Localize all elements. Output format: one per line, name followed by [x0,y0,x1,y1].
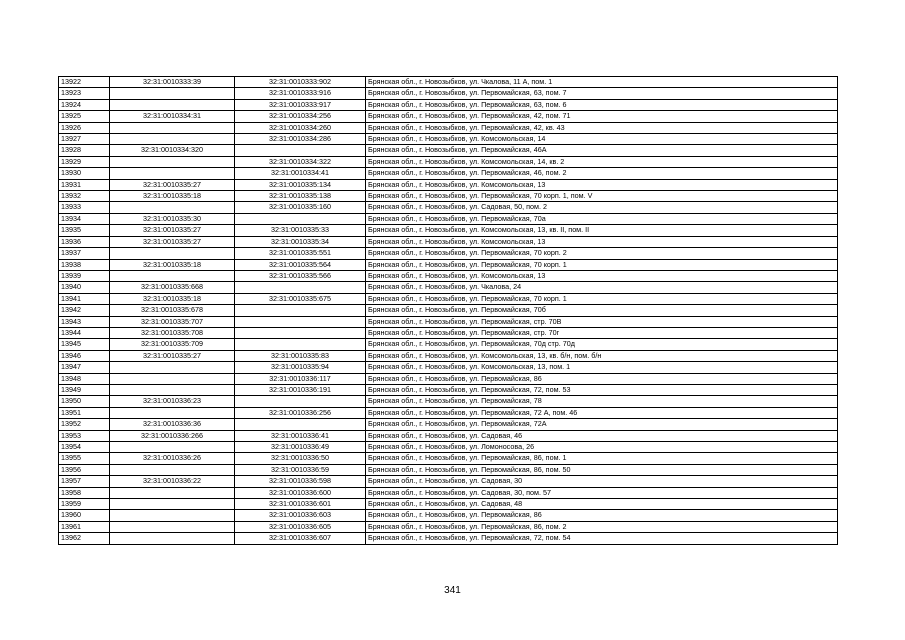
row-number-cell: 13960 [59,510,110,521]
parcel-number-cell [110,202,235,213]
table-row [59,464,838,475]
address-cell: Брянская обл., г. Новозыбков, ул. Первомайская, 70 корп. 2 [366,248,838,259]
table-row [59,282,838,293]
object-number-cell: 32:31:0010335:566 [235,270,366,281]
table-row [59,270,838,281]
row-number-cell: 13956 [59,464,110,475]
object-number-cell: 32:31:0010336:117 [235,373,366,384]
row-number-cell: 13942 [59,305,110,316]
parcel-number-cell [110,134,235,145]
row-number-cell: 13928 [59,145,110,156]
parcel-number-cell: 32:31:0010335:27 [110,225,235,236]
row-number-cell: 13944 [59,327,110,338]
object-number-cell: 32:31:0010336:256 [235,407,366,418]
object-number-cell: 32:31:0010336:191 [235,384,366,395]
address-cell: Брянская обл., г. Новозыбков, ул. Первомайская, 42, пом. 71 [366,111,838,122]
parcel-number-cell: 32:31:0010335:709 [110,339,235,350]
address-cell: Брянская обл., г. Новозыбков, ул. Комсомольская, 13, кв. б/н, пом. б/н [366,350,838,361]
row-number-cell: 13954 [59,442,110,453]
address-cell: Брянская обл., г. Новозыбков, ул. Первомайская, 70а [366,213,838,224]
row-number-cell: 13939 [59,270,110,281]
parcel-number-cell: 32:31:0010335:27 [110,350,235,361]
table-row [59,510,838,521]
row-number-cell: 13958 [59,487,110,498]
table-row [59,419,838,430]
address-cell: Брянская обл., г. Новозыбков, ул. Первомайская, 86, пом. 1 [366,453,838,464]
table-row [59,259,838,270]
address-cell: Брянская обл., г. Новозыбков, ул. Первомайская, 72, пом. 53 [366,384,838,395]
object-number-cell: 32:31:0010336:50 [235,453,366,464]
parcel-number-cell [110,362,235,373]
registry-table [58,76,838,545]
address-cell: Брянская обл., г. Новозыбков, ул. Первомайская, 70 корп. 1 [366,259,838,270]
row-number-cell: 13931 [59,179,110,190]
registry-table-body [59,77,838,545]
table-row [59,487,838,498]
object-number-cell: 32:31:0010336:59 [235,464,366,475]
table-row [59,327,838,338]
object-number-cell: 32:31:0010333:917 [235,99,366,110]
object-number-cell: 32:31:0010333:916 [235,88,366,99]
address-cell: Брянская обл., г. Новозыбков, ул. Комсомольская, 13 [366,236,838,247]
object-number-cell: 32:31:0010333:902 [235,77,366,88]
parcel-number-cell: 32:31:0010335:27 [110,236,235,247]
table-row [59,145,838,156]
table-row [59,293,838,304]
parcel-number-cell [110,99,235,110]
row-number-cell: 13953 [59,430,110,441]
parcel-number-cell: 32:31:0010336:36 [110,419,235,430]
parcel-number-cell: 32:31:0010336:26 [110,453,235,464]
object-number-cell: 32:31:0010336:49 [235,442,366,453]
parcel-number-cell: 32:31:0010334:31 [110,111,235,122]
row-number-cell: 13923 [59,88,110,99]
table-row [59,339,838,350]
address-cell: Брянская обл., г. Новозыбков, ул. Первомайская, 86, пом. 2 [366,521,838,532]
parcel-number-cell [110,510,235,521]
table-row [59,88,838,99]
object-number-cell: 32:31:0010335:564 [235,259,366,270]
row-number-cell: 13934 [59,213,110,224]
address-cell: Брянская обл., г. Новозыбков, ул. Первомайская, 72, пом. 54 [366,533,838,544]
object-number-cell: 32:31:0010334:260 [235,122,366,133]
parcel-number-cell [110,248,235,259]
row-number-cell: 13961 [59,521,110,532]
table-row [59,213,838,224]
row-number-cell: 13959 [59,499,110,510]
table-row [59,134,838,145]
table-row [59,442,838,453]
object-number-cell: 32:31:0010335:675 [235,293,366,304]
table-row [59,168,838,179]
address-cell: Брянская обл., г. Новозыбков, ул. Чкалова, 24 [366,282,838,293]
parcel-number-cell [110,156,235,167]
parcel-number-cell: 32:31:0010334:320 [110,145,235,156]
address-cell: Брянская обл., г. Новозыбков, ул. Первомайская, 42, кв. 43 [366,122,838,133]
object-number-cell: 32:31:0010335:33 [235,225,366,236]
row-number-cell: 13947 [59,362,110,373]
table-row [59,99,838,110]
parcel-number-cell [110,88,235,99]
table-row [59,191,838,202]
table-row [59,476,838,487]
row-number-cell: 13925 [59,111,110,122]
address-cell: Брянская обл., г. Новозыбков, ул. Садовая, 50, пом. 2 [366,202,838,213]
address-cell: Брянская обл., г. Новозыбков, ул. Первомайская, 72 А, пом. 46 [366,407,838,418]
address-cell: Брянская обл., г. Новозыбков, ул. Первомайская, 70б [366,305,838,316]
row-number-cell: 13937 [59,248,110,259]
address-cell: Брянская обл., г. Новозыбков, ул. Ломоносова, 26 [366,442,838,453]
table-row [59,350,838,361]
object-number-cell: 32:31:0010335:134 [235,179,366,190]
address-cell: Брянская обл., г. Новозыбков, ул. Первомайская, 46, пом. 2 [366,168,838,179]
parcel-number-cell [110,521,235,532]
parcel-number-cell [110,122,235,133]
parcel-number-cell [110,442,235,453]
address-cell: Брянская обл., г. Новозыбков, ул. Первомайская, 63, пом. 7 [366,88,838,99]
row-number-cell: 13922 [59,77,110,88]
row-number-cell: 13926 [59,122,110,133]
row-number-cell: 13936 [59,236,110,247]
row-number-cell: 13932 [59,191,110,202]
parcel-number-cell [110,499,235,510]
object-number-cell: 32:31:0010336:607 [235,533,366,544]
row-number-cell: 13955 [59,453,110,464]
object-number-cell: 32:31:0010336:603 [235,510,366,521]
object-number-cell [235,419,366,430]
row-number-cell: 13927 [59,134,110,145]
row-number-cell: 13943 [59,316,110,327]
table-row [59,396,838,407]
address-cell: Брянская обл., г. Новозыбков, ул. Первомайская, 63, пом. 6 [366,99,838,110]
parcel-number-cell: 32:31:0010336:22 [110,476,235,487]
row-number-cell: 13938 [59,259,110,270]
address-cell: Брянская обл., г. Новозыбков, ул. Садовая, 48 [366,499,838,510]
address-cell: Брянская обл., г. Новозыбков, ул. Первомайская, 46А [366,145,838,156]
address-cell: Брянская обл., г. Новозыбков, ул. Чкалова, 11 А, пом. 1 [366,77,838,88]
row-number-cell: 13941 [59,293,110,304]
address-cell: Брянская обл., г. Новозыбков, ул. Комсомольская, 14 [366,134,838,145]
object-number-cell [235,396,366,407]
table-row [59,521,838,532]
row-number-cell: 13933 [59,202,110,213]
row-number-cell: 13930 [59,168,110,179]
table-row [59,499,838,510]
table-row [59,156,838,167]
table-row [59,248,838,259]
table-row [59,384,838,395]
address-cell: Брянская обл., г. Новозыбков, ул. Комсомольская, 13, кв. II, пом. II [366,225,838,236]
object-number-cell: 32:31:0010334:256 [235,111,366,122]
parcel-number-cell: 32:31:0010335:708 [110,327,235,338]
table-row [59,202,838,213]
object-number-cell: 32:31:0010335:83 [235,350,366,361]
parcel-number-cell [110,373,235,384]
object-number-cell: 32:31:0010336:605 [235,521,366,532]
row-number-cell: 13945 [59,339,110,350]
parcel-number-cell: 32:31:0010335:668 [110,282,235,293]
row-number-cell: 13957 [59,476,110,487]
table-row [59,316,838,327]
row-number-cell: 13924 [59,99,110,110]
address-cell: Брянская обл., г. Новозыбков, ул. Комсомольская, 13 [366,270,838,281]
object-number-cell: 32:31:0010335:94 [235,362,366,373]
object-number-cell: 32:31:0010336:598 [235,476,366,487]
address-cell: Брянская обл., г. Новозыбков, ул. Первомайская, 86 [366,510,838,521]
object-number-cell [235,316,366,327]
address-cell: Брянская обл., г. Новозыбков, ул. Садовая, 30 [366,476,838,487]
address-cell: Брянская обл., г. Новозыбков, ул. Первомайская, 70 корп. 1, пом. V [366,191,838,202]
object-number-cell: 32:31:0010336:601 [235,499,366,510]
table-row [59,373,838,384]
object-number-cell: 32:31:0010336:41 [235,430,366,441]
parcel-number-cell: 32:31:0010335:18 [110,259,235,270]
address-cell: Брянская обл., г. Новозыбков, ул. Первомайская, стр. 70г [366,327,838,338]
row-number-cell: 13948 [59,373,110,384]
address-cell: Брянская обл., г. Новозыбков, ул. Первомайская, 86 [366,373,838,384]
parcel-number-cell: 32:31:0010336:266 [110,430,235,441]
page-number: 341 [444,585,461,596]
table-row [59,236,838,247]
object-number-cell: 32:31:0010336:600 [235,487,366,498]
table-row [59,453,838,464]
object-number-cell [235,145,366,156]
row-number-cell: 13950 [59,396,110,407]
address-cell: Брянская обл., г. Новозыбков, ул. Садовая, 30, пом. 57 [366,487,838,498]
row-number-cell: 13949 [59,384,110,395]
table-row [59,77,838,88]
parcel-number-cell [110,464,235,475]
parcel-number-cell: 32:31:0010336:23 [110,396,235,407]
parcel-number-cell [110,384,235,395]
table-row [59,407,838,418]
parcel-number-cell [110,270,235,281]
parcel-number-cell: 32:31:0010335:18 [110,191,235,202]
object-number-cell: 32:31:0010335:34 [235,236,366,247]
parcel-number-cell: 32:31:0010335:707 [110,316,235,327]
object-number-cell: 32:31:0010334:286 [235,134,366,145]
object-number-cell [235,339,366,350]
object-number-cell: 32:31:0010335:138 [235,191,366,202]
row-number-cell: 13935 [59,225,110,236]
address-cell: Брянская обл., г. Новозыбков, ул. Комсомольская, 13, пом. 1 [366,362,838,373]
object-number-cell [235,282,366,293]
table-row [59,362,838,373]
row-number-cell: 13946 [59,350,110,361]
address-cell: Брянская обл., г. Новозыбков, ул. Садовая, 46 [366,430,838,441]
address-cell: Брянская обл., г. Новозыбков, ул. Комсомольская, 14, кв. 2 [366,156,838,167]
address-cell: Брянская обл., г. Новозыбков, ул. Первомайская, 70 корп. 1 [366,293,838,304]
row-number-cell: 13929 [59,156,110,167]
object-number-cell: 32:31:0010334:322 [235,156,366,167]
parcel-number-cell [110,487,235,498]
address-cell: Брянская обл., г. Новозыбков, ул. Комсомольская, 13 [366,179,838,190]
address-cell: Брянская обл., г. Новозыбков, ул. Первомайская, 72А [366,419,838,430]
parcel-number-cell [110,533,235,544]
parcel-number-cell: 32:31:0010335:678 [110,305,235,316]
address-cell: Брянская обл., г. Новозыбков, ул. Первомайская, 86, пом. 50 [366,464,838,475]
table-row [59,111,838,122]
parcel-number-cell: 32:31:0010335:18 [110,293,235,304]
parcel-number-cell: 32:31:0010335:30 [110,213,235,224]
address-cell: Брянская обл., г. Новозыбков, ул. Первомайская, стр. 70В [366,316,838,327]
row-number-cell: 13952 [59,419,110,430]
table-row [59,225,838,236]
address-cell: Брянская обл., г. Новозыбков, ул. Первомайская, 78 [366,396,838,407]
table-row [59,430,838,441]
object-number-cell [235,213,366,224]
row-number-cell: 13940 [59,282,110,293]
object-number-cell [235,305,366,316]
table-row [59,533,838,544]
parcel-number-cell [110,407,235,418]
object-number-cell [235,327,366,338]
parcel-number-cell: 32:31:0010333:39 [110,77,235,88]
table-row [59,122,838,133]
table-row [59,305,838,316]
object-number-cell: 32:31:0010334:41 [235,168,366,179]
object-number-cell: 32:31:0010335:551 [235,248,366,259]
object-number-cell: 32:31:0010335:160 [235,202,366,213]
parcel-number-cell [110,168,235,179]
address-cell: Брянская обл., г. Новозыбков, ул. Первомайская, 70д стр. 70д [366,339,838,350]
row-number-cell: 13962 [59,533,110,544]
table-row [59,179,838,190]
row-number-cell: 13951 [59,407,110,418]
parcel-number-cell: 32:31:0010335:27 [110,179,235,190]
